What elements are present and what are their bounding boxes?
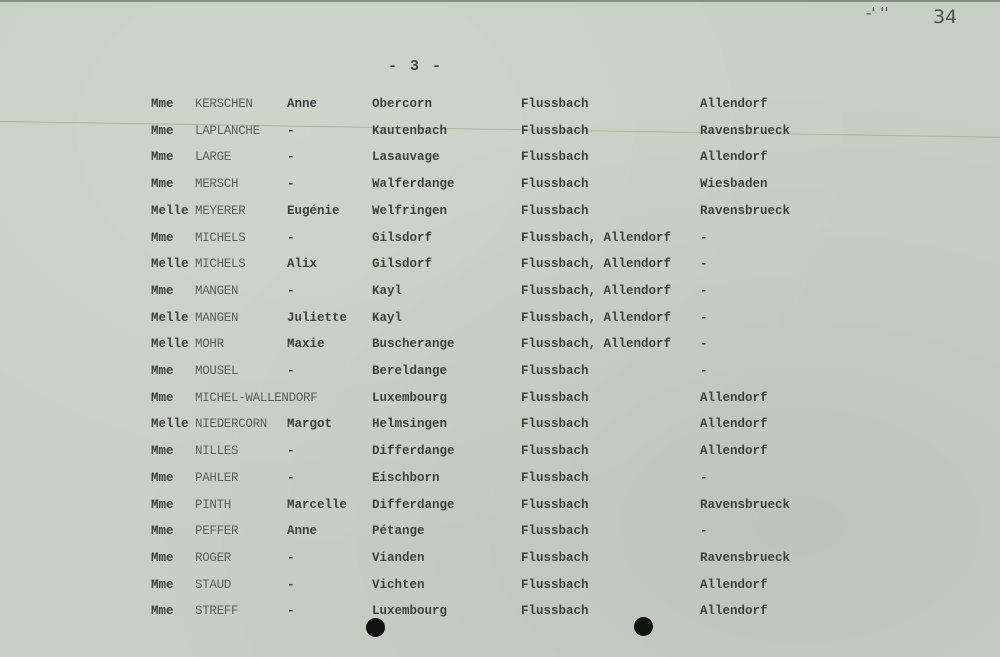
title-cell: Mme	[151, 283, 174, 298]
surname-cell: MICHEL-WALLENDORF	[195, 390, 318, 405]
camp-cell: Flussbach	[521, 390, 589, 405]
list-row	[0, 364, 1000, 386]
destination-cell: Allendorf	[700, 577, 768, 592]
list-row	[0, 551, 1000, 573]
place-cell: Vianden	[372, 550, 425, 565]
camp-cell: Flussbach, Allendorf	[521, 230, 672, 245]
list-row	[0, 417, 1000, 439]
list-row	[0, 444, 1000, 466]
first-name-cell: Anne	[287, 524, 318, 539]
title-cell: Mme	[151, 364, 174, 378]
place-cell: Lasauvage	[372, 150, 440, 165]
title-cell: Mme	[151, 123, 174, 138]
first-name-cell: Alix	[287, 257, 318, 272]
first-name-cell: -	[287, 444, 295, 459]
destination-cell: Allendorf	[700, 97, 768, 111]
destination-cell: Allendorf	[700, 390, 768, 405]
surname-cell: NILLES	[195, 444, 239, 459]
surname-cell: MEYERER	[195, 203, 246, 218]
destination-cell: -	[700, 257, 708, 272]
surname-cell: PAHLER	[195, 470, 239, 485]
camp-cell: Flussbach	[521, 604, 589, 619]
archive-number: 34	[933, 6, 958, 28]
first-name-cell: -	[287, 550, 295, 565]
destination-cell: -	[700, 524, 708, 539]
title-cell: Melle	[151, 257, 189, 272]
camp-cell: Flussbach	[521, 203, 589, 218]
place-cell: Differdange	[372, 497, 455, 512]
place-cell: Eischborn	[372, 470, 440, 485]
first-name-cell: Eugénie	[287, 203, 340, 218]
destination-cell: -	[700, 310, 708, 325]
list-row	[0, 471, 1000, 493]
list-row	[0, 524, 1000, 546]
camp-cell: Flussbach	[521, 123, 589, 138]
destination-cell: Allendorf	[700, 444, 768, 459]
title-cell: Mme	[151, 577, 174, 592]
place-cell: Buscherange	[372, 337, 455, 352]
camp-cell: Flussbach	[521, 497, 589, 512]
surname-cell: MICHELS	[195, 257, 246, 272]
destination-cell: Wiesbaden	[700, 177, 768, 192]
title-cell: Mme	[151, 150, 174, 165]
destination-cell: -	[700, 283, 708, 298]
list-row	[0, 150, 1000, 172]
destination-cell: -	[700, 470, 708, 485]
surname-cell: MANGEN	[195, 283, 239, 298]
list-row	[0, 311, 1000, 333]
camp-cell: Flussbach	[521, 470, 589, 485]
punch-hole-left	[366, 618, 385, 637]
first-name-cell: -	[287, 577, 295, 592]
surname-cell: MERSCH	[195, 177, 239, 192]
title-cell: Mme	[151, 97, 174, 111]
camp-cell: Flussbach	[521, 444, 589, 459]
first-name-cell: Margot	[287, 417, 333, 432]
destination-cell: Ravensbrueck	[700, 203, 791, 218]
surname-cell: NIEDERCORN	[195, 417, 268, 432]
surname-cell: MOUSEL	[195, 364, 239, 378]
punch-hole-right	[634, 617, 653, 636]
place-cell: Bereldange	[372, 364, 448, 378]
destination-cell: Ravensbrueck	[700, 497, 791, 512]
place-cell: Pétange	[372, 524, 425, 539]
first-name-cell: Maxie	[287, 337, 325, 352]
archive-mark: -' ''	[866, 4, 889, 22]
first-name-cell: Anne	[287, 97, 318, 111]
list-row	[0, 257, 1000, 279]
place-cell: Kautenbach	[372, 123, 448, 138]
first-name-cell: -	[287, 123, 295, 138]
title-cell: Mme	[151, 524, 174, 539]
surname-cell: LAPLANCHE	[195, 123, 260, 138]
list-row	[0, 337, 1000, 359]
surname-cell: KERSCHEN	[195, 97, 253, 111]
destination-cell: Allendorf	[700, 604, 768, 619]
title-cell: Melle	[151, 417, 189, 432]
list-row	[0, 204, 1000, 226]
destination-cell: -	[700, 337, 708, 352]
destination-cell: -	[700, 230, 708, 245]
list-row	[0, 391, 1000, 413]
first-name-cell: -	[287, 364, 295, 378]
title-cell: Mme	[151, 604, 174, 619]
page-number: - 3 -	[388, 58, 444, 75]
place-cell: Luxembourg	[372, 604, 448, 619]
camp-cell: Flussbach, Allendorf	[521, 283, 672, 298]
title-cell: Mme	[151, 177, 174, 192]
first-name-cell: Marcelle	[287, 497, 348, 512]
title-cell: Mme	[151, 550, 174, 565]
surname-cell: LARGE	[195, 150, 232, 165]
title-cell: Melle	[151, 337, 189, 352]
list-row	[0, 97, 1000, 119]
surname-cell: STAUD	[195, 577, 232, 592]
destination-cell: Allendorf	[700, 417, 768, 432]
first-name-cell: -	[287, 177, 295, 192]
destination-cell: Ravensbrueck	[700, 550, 791, 565]
title-cell: Melle	[151, 310, 189, 325]
camp-cell: Flussbach	[521, 577, 589, 592]
title-cell: Melle	[151, 203, 189, 218]
camp-cell: Flussbach, Allendorf	[521, 337, 672, 352]
first-name-cell: -	[287, 604, 295, 619]
camp-cell: Flussbach	[521, 364, 589, 378]
place-cell: Kayl	[372, 310, 403, 325]
place-cell: Differdange	[372, 444, 455, 459]
place-cell: Walferdange	[372, 177, 455, 192]
list-row	[0, 284, 1000, 306]
camp-cell: Flussbach, Allendorf	[521, 310, 672, 325]
surname-cell: PINTH	[195, 497, 232, 512]
camp-cell: Flussbach	[521, 524, 589, 539]
camp-cell: Flussbach	[521, 150, 589, 165]
list-row	[0, 231, 1000, 253]
destination-cell: Allendorf	[700, 150, 768, 165]
surname-cell: ROGER	[195, 550, 232, 565]
camp-cell: Flussbach	[521, 177, 589, 192]
list-row	[0, 604, 1000, 626]
list-row	[0, 498, 1000, 520]
place-cell: Kayl	[372, 283, 403, 298]
title-cell: Mme	[151, 497, 174, 512]
place-cell: Helmsingen	[372, 417, 448, 432]
list-row	[0, 177, 1000, 199]
camp-cell: Flussbach	[521, 97, 589, 111]
title-cell: Mme	[151, 470, 174, 485]
camp-cell: Flussbach	[521, 550, 589, 565]
first-name-cell: -	[287, 230, 295, 245]
place-cell: Gilsdorf	[372, 230, 433, 245]
camp-cell: Flussbach	[521, 417, 589, 432]
destination-cell: -	[700, 364, 708, 378]
surname-cell: MANGEN	[195, 310, 239, 325]
first-name-cell: -	[287, 150, 295, 165]
list-row	[0, 124, 1000, 146]
first-name-cell: -	[287, 283, 295, 298]
surname-cell: MOHR	[195, 337, 224, 352]
place-cell: Obercorn	[372, 97, 433, 111]
place-cell: Gilsdorf	[372, 257, 433, 272]
list-row	[0, 578, 1000, 600]
destination-cell: Ravensbrueck	[700, 123, 791, 138]
surname-cell: MICHELS	[195, 230, 246, 245]
place-cell: Welfringen	[372, 203, 448, 218]
place-cell: Luxembourg	[372, 390, 448, 405]
title-cell: Mme	[151, 390, 174, 405]
title-cell: Mme	[151, 230, 174, 245]
place-cell: Vichten	[372, 577, 425, 592]
top-edge-line	[0, 0, 1000, 2]
title-cell: Mme	[151, 444, 174, 459]
camp-cell: Flussbach, Allendorf	[521, 257, 672, 272]
surname-cell: STREFF	[195, 604, 239, 619]
first-name-cell: Juliette	[287, 310, 348, 325]
first-name-cell: -	[287, 470, 295, 485]
surname-cell: PEFFER	[195, 524, 239, 539]
